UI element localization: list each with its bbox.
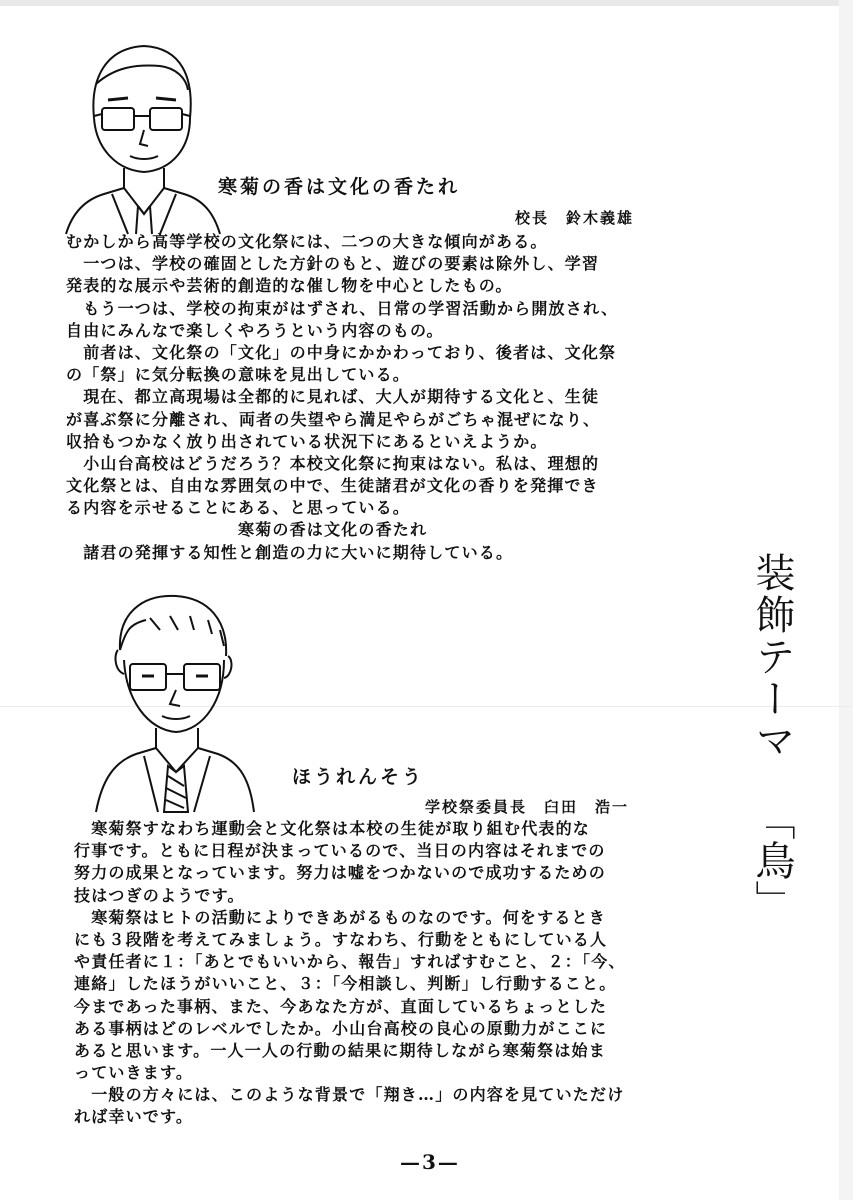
article2-line: 行事です。ともに日程が決まっているので、当日の内容はそれまでの [74,841,606,861]
article2-line: や責任者に１：「あとでもいいから、報告」すればすむこと、２：「今、 [74,952,626,972]
article2-line: 努力の成果となっています。努力は嘘をつかないので成功するための [74,863,606,883]
article2-line: ある事柄はどのレベルでしたか。小山台高校の良心の原動力がここに [74,1018,608,1038]
article1-line: むかしから高等学校の文化祭には、二つの大きな傾向がある。 [66,232,548,251]
article1-line: の「祭」に気分転換の意味を見出している。 [66,365,411,385]
article2-byline: 学校祭委員長 臼田 浩一 [425,798,630,816]
scan-edge [0,0,853,6]
article1-line: 前者は、文化祭の「文化」の中身にかかわっており、後者は、文化祭 [66,342,617,362]
page-number: —3— [400,1150,460,1174]
principal-portrait [64,38,224,238]
article1-line: 一つは、学校の確固とした方針のもと、遊びの要素は除外し、学習 [66,254,600,274]
decoration-theme-title: 装飾テーマ [749,552,795,762]
scan-edge-right [839,0,853,1200]
article1-body [66,231,618,564]
article1-line: 発表的な展示や芸術的創造的な催し物を中心としたもの。 [66,276,513,296]
article2-line: 今まであった事柄、また、今あなた方が、直面しているちょっとした [74,996,608,1016]
article2-title: ほうれんそう [292,766,425,788]
article2-line: にも３段階を考えてみましょう。すなわち、行動をともにしている人 [74,929,608,949]
article1-line: 現在、都立高現場は全都的に見れば、大人が期待する文化と、生徒 [66,387,600,407]
article1-line: 自由にみんなで楽しくやろうという内容のもの。 [66,320,444,340]
committee-chair-portrait [90,590,260,815]
article2-line: 一般の方々には、このような背景で「翔き…」の内容を見ていただけ [74,1085,625,1105]
article2-line: っていきます。 [74,1063,194,1083]
article1-line: 文化祭とは、自由な雰囲気の中で、生徒諸君が文化の香りを発揮でき [66,476,599,496]
article2-line: あると思います。一人一人の行動の結果に期待しながら寒菊祭は始ま [74,1040,606,1060]
article2-line: れば幸いです。 [74,1107,194,1127]
article2-line: 寒菊祭すなわち運動会と文化祭は本校の生徒が取り組む代表的な [74,819,591,838]
article1-line: 寒菊の香は文化の香たれ [66,520,428,540]
article1-line: 収拾もつかなく放り出されている状況下にあるといえようか。 [66,431,548,451]
article2-line: 寒菊祭はヒトの活動によりできあがるものなのです。何をするとき [74,907,606,927]
article2-line: 連絡」したほうがいいこと、３：「今相談し、判断」し行動すること。 [74,974,617,994]
article1-line: が喜ぶ祭に分離され、両者の失望やら満足やらがごちゃ混ぜになり、 [66,409,601,429]
article2-line: 技はつぎのようです。 [74,885,245,905]
article1-byline: 校長 鈴木義雄 [515,209,635,227]
article2-body [74,818,626,1129]
article1-title: 寒菊の香は文化の香たれ [218,176,461,198]
article1-line: もう一つは、学校の拘束がはずされ、日常の学習活動から開放され、 [66,298,619,318]
article1-line: 小山台高校はどうだろう？本校文化祭に拘束はない。私は、理想的 [66,453,600,473]
article1-line: る内容を示せることにある、と思っている。 [66,498,411,518]
decoration-theme-bird: 「鳥」 [749,800,795,920]
article1-line: 諸君の発揮する知性と創造の力に大いに期待している。 [66,542,514,562]
